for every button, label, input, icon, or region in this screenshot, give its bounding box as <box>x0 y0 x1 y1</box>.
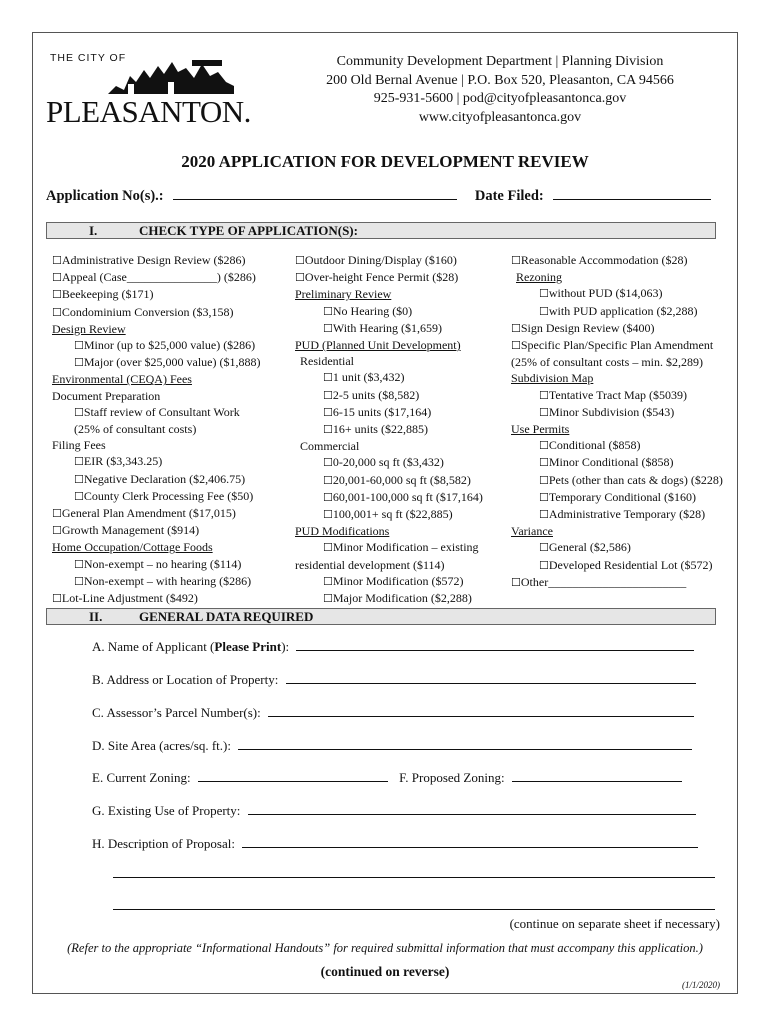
checkbox-icon[interactable]: ☐ <box>511 321 521 335</box>
date-filed-field[interactable] <box>553 187 711 200</box>
section-2-header <box>46 608 716 625</box>
checkbox-icon[interactable]: ☐ <box>52 288 62 302</box>
option-label: Variance <box>511 524 553 539</box>
application-type-option[interactable] <box>52 252 261 269</box>
application-type-heading <box>295 557 483 573</box>
option-label: Non-exempt – no hearing ($114) <box>83 556 242 571</box>
application-type-option[interactable] <box>511 539 723 556</box>
application-type-option[interactable] <box>52 304 261 321</box>
checkbox-icon[interactable]: ☐ <box>295 254 305 267</box>
application-type-option[interactable] <box>511 285 723 302</box>
checkbox-icon[interactable]: ☐ <box>539 405 549 419</box>
option-label: 16+ units ($22,885) <box>332 422 428 437</box>
option-label: Minor (up to $25,000 value) ($286) <box>83 338 256 353</box>
checkbox-icon[interactable]: ☐ <box>539 287 549 301</box>
option-label: with PUD application ($2,288) <box>548 303 698 318</box>
checkbox-icon[interactable]: ☐ <box>74 574 84 588</box>
option-label: Administrative Temporary ($28) <box>548 507 706 522</box>
checkbox-icon[interactable]: ☐ <box>539 456 549 470</box>
option-label: With Hearing ($1,659) <box>332 320 443 335</box>
option-label: EIR ($3,343.25) <box>83 454 163 469</box>
checkbox-icon[interactable]: ☐ <box>539 508 549 522</box>
date-filed-label: Date Filed: <box>474 188 544 204</box>
application-type-option[interactable] <box>52 404 261 421</box>
checkbox-icon[interactable]: ☐ <box>52 271 62 285</box>
option-label: County Clerk Processing Fee ($50) <box>83 488 254 503</box>
checkbox-icon[interactable]: ☐ <box>539 558 549 572</box>
option-label: Outdoor Dining/Display ($160) <box>304 253 457 267</box>
checkbox-icon[interactable]: ☐ <box>323 304 333 318</box>
option-label: No Hearing ($0) <box>332 303 413 318</box>
option-label: Residential <box>300 354 354 369</box>
checkbox-icon[interactable]: ☐ <box>323 405 333 419</box>
application-type-heading <box>511 269 723 285</box>
application-type-heading <box>511 523 723 539</box>
description-line-2[interactable] <box>113 877 715 878</box>
logo-small-text: THE CITY OF <box>50 52 127 64</box>
option-label: residential development ($114) <box>295 557 445 572</box>
checkbox-icon[interactable]: ☐ <box>52 305 62 319</box>
field-label: C. Assessor’s Parcel Number(s): <box>92 705 261 720</box>
department-info <box>270 53 730 127</box>
option-label: Pets (other than cats & dogs) ($228) <box>548 472 723 487</box>
checkbox-icon[interactable]: ☐ <box>539 473 549 487</box>
application-type-option[interactable] <box>511 489 723 506</box>
option-label: Design Review <box>52 321 126 336</box>
option-label: Minor Modification – existing <box>332 540 479 555</box>
application-type-option[interactable] <box>511 303 723 320</box>
application-type-heading <box>52 437 261 453</box>
option-label: Preliminary Review <box>295 287 392 302</box>
application-type-heading <box>295 353 483 369</box>
refer-note: (Refer to the appropriate “Informational Handouts” for required submittal information that must accompany this application.) <box>67 941 703 955</box>
checkbox-icon[interactable]: ☐ <box>323 508 333 522</box>
application-type-option[interactable] <box>295 320 483 337</box>
application-type-option[interactable] <box>295 387 483 404</box>
checkbox-icon[interactable]: ☐ <box>323 490 333 504</box>
checkbox-icon[interactable]: ☐ <box>539 304 549 318</box>
dept-line: 925-931-5600 | pod@cityofpleasantonca.gov <box>373 91 627 106</box>
application-type-option[interactable] <box>511 252 723 269</box>
application-type-option[interactable] <box>52 337 261 354</box>
checkbox-icon[interactable]: ☐ <box>511 254 521 267</box>
option-label: (25% of consultant costs) <box>74 422 197 437</box>
checkbox-icon[interactable]: ☐ <box>539 388 549 402</box>
option-label: Appeal (Case_______________) ($286) <box>61 270 256 285</box>
option-label: Rezoning <box>516 270 562 285</box>
field-label: B. Address or Location of Property: <box>92 672 279 687</box>
application-no-field[interactable] <box>173 187 457 200</box>
option-label: Minor Modification ($572) <box>332 573 464 588</box>
application-type-option[interactable] <box>52 505 261 522</box>
application-type-option[interactable] <box>295 489 483 506</box>
zoning-row <box>92 770 682 786</box>
option-label: Minor Conditional ($858) <box>548 455 674 470</box>
checkbox-icon[interactable]: ☐ <box>323 371 333 385</box>
option-label: Commercial <box>300 439 360 454</box>
continued-on-reverse: (continued on reverse) <box>320 964 450 979</box>
option-label: 100,001+ sq ft ($22,885) <box>332 507 453 522</box>
option-label: PUD (Planned Unit Development) <box>295 338 461 353</box>
option-label: Staff review of Consultant Work <box>83 404 240 419</box>
existing-use-row <box>92 803 696 819</box>
application-type-option[interactable] <box>52 453 261 470</box>
checkbox-icon[interactable]: ☐ <box>539 490 549 504</box>
option-label: 20,001-60,000 sq ft ($8,582) <box>332 472 471 487</box>
option-label: Temporary Conditional ($160) <box>548 489 697 504</box>
application-type-option[interactable] <box>511 472 723 489</box>
option-label: 2-5 units ($8,582) <box>332 387 420 402</box>
checkbox-icon[interactable]: ☐ <box>323 321 333 335</box>
application-type-option[interactable] <box>511 320 723 337</box>
application-types-col-1 <box>52 252 261 607</box>
field-label: ): <box>281 639 290 654</box>
field-label: E. Current Zoning: <box>92 770 191 785</box>
checkbox-icon[interactable]: ☐ <box>74 339 84 353</box>
parcel-number-row <box>92 705 694 721</box>
option-label: Condominium Conversion ($3,158) <box>61 304 234 319</box>
checkbox-icon[interactable]: ☐ <box>74 455 84 469</box>
application-type-option[interactable] <box>511 574 723 591</box>
option-label: PUD Modifications <box>295 524 390 539</box>
logo-big-text: PLEASANTON. <box>46 94 251 129</box>
description-row <box>92 836 698 852</box>
checkbox-icon[interactable]: ☐ <box>52 592 62 606</box>
section-number: II. <box>89 609 103 624</box>
form-title: 2020 APPLICATION FOR DEVELOPMENT REVIEW <box>181 152 589 171</box>
option-label: General Plan Amendment ($17,015) <box>61 506 236 521</box>
application-type-option[interactable] <box>52 286 261 303</box>
checkbox-icon[interactable]: ☐ <box>539 439 549 453</box>
application-type-heading <box>52 421 261 437</box>
option-label: Non-exempt – with hearing ($286) <box>83 573 252 588</box>
continue-note: (continue on separate sheet if necessary) <box>509 916 720 931</box>
application-type-heading <box>295 286 483 302</box>
application-type-option[interactable] <box>511 404 723 421</box>
checkbox-icon[interactable]: ☐ <box>323 541 333 555</box>
application-type-option[interactable] <box>52 269 261 286</box>
checkbox-icon[interactable]: ☐ <box>511 575 521 589</box>
dept-line: 200 Old Bernal Avenue | P.O. Box 520, Pleasanton, CA 94566 <box>326 72 674 88</box>
field-label: D. Site Area (acres/sq. ft.): <box>92 738 231 753</box>
parcel-number-field[interactable] <box>268 706 694 717</box>
revision-date: (1/1/2020) <box>682 980 720 990</box>
checkbox-icon[interactable]: ☐ <box>52 254 62 267</box>
field-label: A. Name of Applicant ( <box>92 639 215 654</box>
option-label: 0-20,000 sq ft ($3,432) <box>332 455 444 470</box>
option-label: Minor Subdivision ($543) <box>548 404 675 419</box>
application-type-heading <box>52 388 261 404</box>
option-label: Reasonable Accommodation ($28) <box>520 253 688 267</box>
applicant-name-field[interactable] <box>296 640 694 651</box>
application-type-option[interactable] <box>52 471 261 488</box>
application-type-heading <box>295 523 483 539</box>
option-label: Home Occupation/Cottage Foods <box>52 540 213 555</box>
section-label: CHECK TYPE OF APPLICATION(S): <box>139 223 358 238</box>
checkbox-icon[interactable]: ☐ <box>323 574 333 588</box>
field-label: G. Existing Use of Property: <box>92 803 241 818</box>
dept-line: Community Development Department | Planning Division <box>336 54 664 69</box>
application-row <box>46 187 711 205</box>
application-type-option[interactable] <box>295 421 483 438</box>
application-type-option[interactable] <box>295 472 483 489</box>
application-type-heading <box>511 370 723 386</box>
application-type-option[interactable] <box>295 252 483 269</box>
application-type-option[interactable] <box>295 269 483 286</box>
application-type-heading <box>511 421 723 437</box>
option-label: 60,001-100,000 sq ft ($17,164) <box>332 489 483 504</box>
option-label: Over-height Fence Permit ($28) <box>304 270 459 285</box>
checkbox-icon[interactable]: ☐ <box>539 541 549 555</box>
field-label: F. Proposed Zoning: <box>399 770 505 785</box>
checkbox-icon[interactable]: ☐ <box>323 388 333 402</box>
application-type-option[interactable] <box>52 556 261 573</box>
address-field[interactable] <box>286 673 696 684</box>
option-label: Specific Plan/Specific Plan Amendment <box>520 338 714 353</box>
section-number: I. <box>89 223 98 238</box>
application-type-option[interactable] <box>295 303 483 320</box>
application-type-option[interactable] <box>295 369 483 386</box>
option-label: Sign Design Review ($400) <box>520 320 655 335</box>
field-label: H. Description of Proposal: <box>92 836 235 851</box>
application-types-col-2 <box>295 252 483 607</box>
option-label: Conditional ($858) <box>548 438 641 453</box>
application-type-heading <box>295 438 483 454</box>
application-type-heading <box>52 321 261 337</box>
checkbox-icon[interactable]: ☐ <box>323 473 333 487</box>
option-label: 1 unit ($3,432) <box>332 370 405 385</box>
application-type-heading <box>295 337 483 353</box>
site-area-field[interactable] <box>238 739 692 750</box>
option-label: Lot-Line Adjustment ($492) <box>61 591 198 606</box>
application-type-heading <box>52 371 261 387</box>
option-label: General ($2,586) <box>548 540 631 555</box>
application-type-heading <box>511 354 723 370</box>
application-type-option[interactable] <box>52 522 261 539</box>
option-label: Negative Declaration ($2,406.75) <box>83 471 246 486</box>
option-label: (25% of consultant costs – min. $2,289) <box>511 355 703 370</box>
option-label: Beekeeping ($171) <box>61 287 154 302</box>
skyline-icon <box>106 56 236 96</box>
option-label: Administrative Design Review ($286) <box>61 253 246 267</box>
option-label: Growth Management ($914) <box>61 523 200 538</box>
option-label: Other_______________________ <box>520 574 687 589</box>
option-label: Tentative Tract Map ($5039) <box>548 387 688 402</box>
current-zoning-field[interactable] <box>198 771 388 782</box>
application-type-option[interactable] <box>52 488 261 505</box>
application-type-option[interactable] <box>295 590 483 607</box>
application-type-option[interactable] <box>295 506 483 523</box>
option-label: Major (over $25,000 value) ($1,888) <box>83 355 261 370</box>
application-type-option[interactable] <box>511 454 723 471</box>
application-type-heading <box>52 539 261 555</box>
application-type-option[interactable] <box>295 539 483 556</box>
field-label-bold: Please Print <box>214 639 282 654</box>
option-label: Use Permits <box>511 422 570 437</box>
checkbox-icon[interactable]: ☐ <box>74 405 84 419</box>
section-1-header <box>46 222 716 239</box>
application-type-option[interactable] <box>511 557 723 574</box>
application-type-option[interactable] <box>511 506 723 523</box>
applicant-name-row <box>92 639 694 655</box>
option-label: Document Preparation <box>52 388 161 403</box>
checkbox-icon[interactable]: ☐ <box>511 339 521 353</box>
checkbox-icon[interactable]: ☐ <box>323 423 333 437</box>
description-field[interactable] <box>242 837 698 848</box>
application-type-option[interactable] <box>511 337 723 354</box>
application-types-col-3 <box>511 252 723 591</box>
description-line-3[interactable] <box>113 909 715 910</box>
option-label: Major Modification ($2,288) <box>332 591 472 606</box>
application-type-option[interactable] <box>52 354 261 371</box>
checkbox-icon[interactable]: ☐ <box>323 592 333 606</box>
checkbox-icon[interactable]: ☐ <box>74 472 84 486</box>
dept-line: www.cityofpleasantonca.gov <box>418 109 582 125</box>
address-row <box>92 672 696 688</box>
application-type-option[interactable] <box>295 573 483 590</box>
application-type-option[interactable] <box>511 387 723 404</box>
checkbox-icon[interactable]: ☐ <box>74 356 84 370</box>
proposed-zoning-field[interactable] <box>512 771 682 782</box>
option-label: Developed Residential Lot ($572) <box>548 557 713 572</box>
application-type-option[interactable] <box>52 590 261 607</box>
option-label: Environmental (CEQA) Fees <box>52 372 192 387</box>
option-label: Subdivision Map <box>511 371 594 386</box>
checkbox-icon[interactable]: ☐ <box>323 456 333 470</box>
checkbox-icon[interactable]: ☐ <box>52 524 62 538</box>
section-label: GENERAL DATA REQUIRED <box>139 609 314 624</box>
application-type-option[interactable] <box>295 404 483 421</box>
application-type-option[interactable] <box>295 454 483 471</box>
site-area-row <box>92 738 692 754</box>
checkbox-icon[interactable]: ☐ <box>295 271 305 285</box>
option-label: without PUD ($14,063) <box>548 286 663 301</box>
option-label: 6-15 units ($17,164) <box>332 404 432 419</box>
application-type-option[interactable] <box>52 573 261 590</box>
option-label: Filing Fees <box>52 438 106 453</box>
checkbox-icon[interactable]: ☐ <box>52 507 62 521</box>
application-no-label: Application No(s).: <box>46 188 164 204</box>
existing-use-field[interactable] <box>248 804 696 815</box>
application-type-option[interactable] <box>511 437 723 454</box>
checkbox-icon[interactable]: ☐ <box>74 557 84 571</box>
city-logo <box>46 52 251 134</box>
checkbox-icon[interactable]: ☐ <box>74 489 84 503</box>
